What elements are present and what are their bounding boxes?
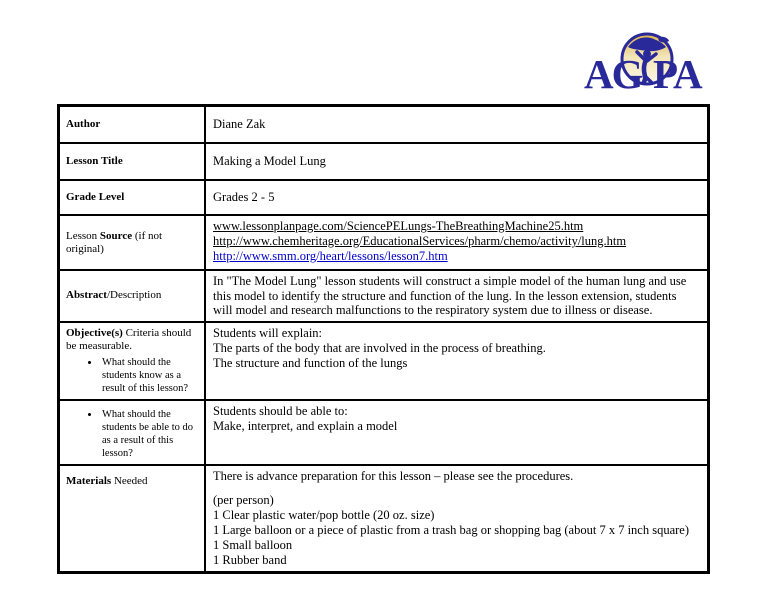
source-url-1: www.lessonplanpage.com/SciencePELungs-TheBreathingMachine25.htm bbox=[213, 219, 584, 233]
table-row-lesson-source bbox=[60, 214, 707, 269]
logo-letters-left: AG bbox=[584, 51, 642, 95]
table-row-abstract bbox=[60, 269, 707, 321]
objectives-label-cell bbox=[60, 323, 206, 399]
objectives-know-line: The parts of the body that are involved in the process of breathing. bbox=[213, 340, 546, 355]
lesson-source-label bbox=[66, 230, 198, 256]
objectives-do-bullet: • What should the students be able to do as a result of this lesson? bbox=[100, 408, 198, 460]
grade-level-value: Grades 2 - 5 bbox=[213, 190, 275, 204]
materials-label-cell bbox=[60, 466, 206, 571]
abstract-label-cell bbox=[60, 271, 206, 321]
lesson-source-label-bold: Source bbox=[99, 229, 133, 242]
materials-label bbox=[66, 475, 148, 487]
lesson-plan-table bbox=[57, 104, 710, 574]
lesson-source-label-post: (if not original) bbox=[66, 229, 163, 255]
author-label-cell bbox=[60, 107, 206, 142]
author-value-cell bbox=[206, 107, 707, 142]
objectives-know-line: Students will explain: bbox=[213, 325, 323, 340]
materials-line: There is advance preparation for this lesson – please see the procedures. bbox=[213, 468, 574, 483]
objectives-know-line: The structure and function of the lungs bbox=[213, 355, 408, 370]
objectives-do-line: Students should be able to: bbox=[213, 403, 348, 418]
grade-level-label: Grade Level bbox=[66, 191, 125, 203]
abstract-label bbox=[66, 289, 161, 302]
abstract-value-cell bbox=[206, 271, 707, 321]
objectives-do-line: Make, interpret, and explain a model bbox=[213, 418, 398, 433]
table-row-materials bbox=[60, 464, 707, 571]
grade-level-value-cell bbox=[206, 181, 707, 214]
lesson-title-label: Lesson Title bbox=[66, 155, 123, 167]
table-row-objectives-do bbox=[60, 399, 707, 464]
lesson-title-value-cell bbox=[206, 144, 707, 179]
agpa-logo bbox=[583, 31, 711, 95]
lesson-source-label-cell bbox=[60, 216, 206, 269]
materials-line: (per person) bbox=[213, 492, 274, 507]
objectives-do-bullet-list bbox=[66, 408, 198, 460]
materials-blank-line bbox=[213, 484, 697, 493]
materials-line: 1 Small balloon bbox=[213, 537, 293, 552]
table-row-author bbox=[60, 107, 707, 142]
objectives-label-bold: Objective(s) bbox=[66, 326, 123, 339]
objectives-know-bullet-list bbox=[66, 356, 198, 395]
author-value: Diane Zak bbox=[213, 117, 266, 131]
logo-letters-right: PA bbox=[653, 51, 701, 95]
source-url-2: http://www.chemheritage.org/EducationalServices/pharm/chemo/activity/lung.htm bbox=[213, 234, 627, 248]
author-label: Author bbox=[66, 118, 101, 130]
lesson-title-label-cell bbox=[60, 144, 206, 179]
grade-level-label-cell bbox=[60, 181, 206, 214]
objectives-label-post: Criteria should be measurable. bbox=[66, 326, 192, 352]
agpa-logo-graphic bbox=[583, 31, 711, 95]
materials-line: 1 Clear plastic water/pop bottle (20 oz. size) bbox=[213, 507, 435, 522]
table-row-objectives-know bbox=[60, 321, 707, 399]
materials-line: 1 Rubber band bbox=[213, 552, 287, 567]
table-row-lesson-title bbox=[60, 142, 707, 179]
lesson-source-label-pre: Lesson bbox=[66, 229, 100, 242]
objectives-do-value-cell bbox=[206, 401, 707, 464]
table-row-grade-level bbox=[60, 179, 707, 214]
objectives-know-bullet: • What should the students know as a result of this lesson? bbox=[100, 356, 198, 395]
objectives-label bbox=[66, 327, 198, 353]
materials-label-bold: Materials bbox=[66, 474, 112, 487]
materials-value-cell bbox=[206, 466, 707, 571]
abstract-text: In "The Model Lung" lesson students will construct a simple model of the human lung and use this model to identify the structure and function of the lung. In the lesson extension, students will model and research malfunctions to the respiratory system due to illness or disease. bbox=[213, 274, 687, 318]
lesson-title-value: Making a Model Lung bbox=[213, 154, 326, 168]
objectives-do-label-cell bbox=[60, 401, 206, 464]
objectives-know-value-cell bbox=[206, 323, 707, 399]
materials-line: 1 Large balloon or a piece of plastic from a trash bag or shopping bag (about 7 x 7 inch square) bbox=[213, 522, 690, 537]
lesson-source-value-cell bbox=[206, 216, 707, 269]
source-hyperlink[interactable]: http://www.smm.org/heart/lessons/lesson7.htm bbox=[213, 249, 448, 263]
abstract-label-bold: Abstract bbox=[66, 289, 107, 302]
abstract-label-post: /Description bbox=[106, 289, 162, 302]
materials-label-post: Needed bbox=[111, 474, 148, 487]
